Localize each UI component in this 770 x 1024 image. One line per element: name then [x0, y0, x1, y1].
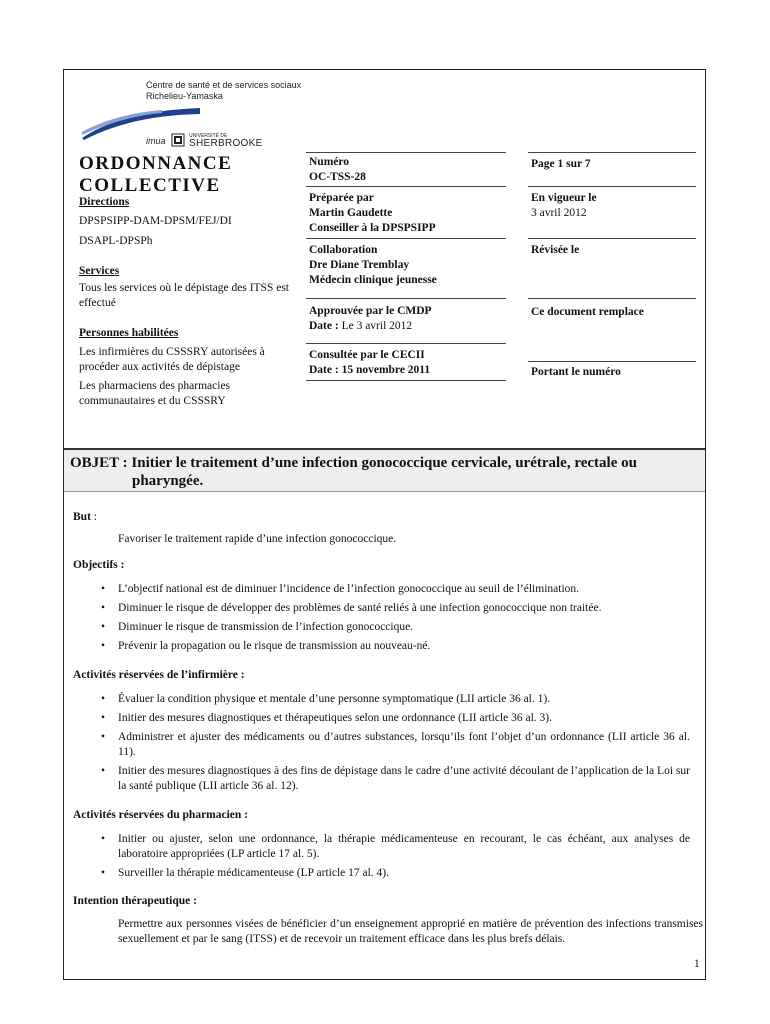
list-item-text: Initier ou ajuster, selon une ordonnance, la thérapie médicamenteuse en recourant, le cas échéant, aux analyses de laboratoire appropriées (LP article 17 al. 5). [118, 833, 690, 860]
institution-line-2: Richelieu-Yamaska [146, 91, 223, 101]
vigueur-label: En vigueur le [531, 192, 597, 204]
list-item [98, 730, 690, 760]
divider [306, 152, 506, 153]
university-name: SHERBROOKE [189, 138, 263, 149]
bullet: • [101, 640, 106, 652]
list-item [98, 620, 690, 635]
institution-line-1: Centre de santé et de services sociaux [146, 80, 302, 90]
approuvee-label: Approuvée par le CMDP [309, 305, 432, 317]
but-text: Favoriser le traitement rapide d’une infection gonococcique. [118, 533, 397, 545]
objet-line-1: OBJET : Initier le traitement d’une infection gonococcique cervicale, urétrale, rectale ou [70, 455, 637, 471]
remplace-label: Ce document remplace [531, 306, 644, 318]
preparee-name: Martin Gaudette [309, 207, 393, 219]
divider [306, 238, 506, 239]
infirmiere-heading: Activités réservées de l’infirmière : [73, 669, 245, 681]
preparee-role: Conseiller à la DPSPSIPP [309, 222, 436, 234]
bullet: • [101, 621, 106, 633]
list-item-text: L’objectif national est de diminuer l’incidence de l’infection gonococcique au seuil de l’élimination. [118, 583, 580, 595]
institution-name [146, 80, 301, 102]
consultee-label: Consultée par le CECII [309, 349, 425, 361]
divider [306, 343, 506, 344]
objet-banner [64, 448, 705, 492]
approuvee-date [309, 319, 412, 334]
list-item [98, 639, 690, 654]
preparee-label: Préparée par [309, 192, 374, 204]
list-item [98, 692, 690, 707]
personnes-text-1: Les infirmières du CSSSRY autorisées à procéder aux activités de dépistage [79, 346, 265, 373]
intention-text: Permettre aux personnes visées de bénéficier d’un enseignement approprié en matière de prévention des infections transmises sexuellement et par le sang (ITSS) et de recevoir un traitement efficace dans les plus brefs délais. [118, 918, 703, 945]
bullet: • [101, 712, 106, 724]
bullet: • [101, 693, 106, 705]
list-item [98, 601, 690, 616]
university-label: UNIVERSITÉ DE [189, 133, 228, 139]
objectifs-heading: Objectifs : [73, 559, 125, 571]
list-item-text: Diminuer le risque de développer des problèmes de santé reliés à une infection gonococcique non traitée. [118, 602, 602, 614]
services-label: Services [79, 265, 120, 277]
but-label: But [73, 511, 91, 523]
list-item-text: Prévenir la propagation ou le risque de transmission au nouveau-né. [118, 640, 431, 652]
collaboration-role: Médecin clinique jeunesse [309, 274, 437, 286]
page-number: 1 [694, 958, 700, 970]
portant-label: Portant le numéro [531, 366, 621, 378]
divider [528, 361, 696, 362]
approuvee-date-label: Date : [309, 320, 339, 332]
list-item-text: Initier des mesures diagnostiques et thérapeutiques selon une ordonnance (LII article 36 al. 3). [118, 712, 552, 724]
divider [528, 152, 696, 153]
list-item-text: Initier des mesures diagnostiques à des fins de dépistage dans le cadre d’une activité découlant de l’application de la Loi sur la santé publique (LII article 36 al. 12). [118, 765, 690, 792]
list-item-text: Évaluer la condition physique et mentale d’une personne symptomatique (LII article 36 al. 1). [118, 693, 551, 705]
but-heading [73, 510, 97, 525]
directions-value-1: DPSPSIPP-DAM-DPSM/FEJ/DI [79, 215, 232, 227]
list-item [98, 832, 690, 862]
bullet: • [101, 731, 106, 743]
list-item-text: Surveiller la thérapie médicamenteuse (LP article 17 al. 4). [118, 867, 389, 879]
title-line-2: COLLECTIVE [79, 175, 221, 196]
directions-label: Directions [79, 196, 130, 208]
list-item [98, 764, 690, 794]
list-item [98, 582, 690, 597]
pharmacien-heading: Activités réservées du pharmacien : [73, 809, 249, 821]
list-item-text: Administrer et ajuster des médicaments ou d’autres substances, lorsqu’ils font l’objet d’un ordonnance (LII article 36 al. 11). [118, 731, 690, 758]
list-item-text: Diminuer le risque de transmission de l’infection gonococcique. [118, 621, 414, 633]
personnes-label: Personnes habilitées [79, 327, 179, 339]
services-text: Tous les services où le dépistage des ITSS est effectué [79, 282, 289, 309]
bullet: • [101, 602, 106, 614]
objectifs-list [98, 582, 690, 654]
divider [306, 298, 506, 299]
infirmiere-list [98, 692, 690, 794]
personnes-text-2: Les pharmaciens des pharmacies communautaires et du CSSSRY [79, 380, 231, 407]
bullet: • [101, 583, 106, 595]
document-title [79, 153, 232, 197]
consultee-date: Date : 15 novembre 2011 [309, 364, 431, 376]
intention-heading: Intention thérapeutique : [73, 895, 197, 907]
divider [528, 298, 696, 299]
divider [528, 186, 696, 187]
divider [306, 186, 506, 187]
list-item [98, 711, 690, 726]
university-crest-icon [171, 133, 185, 147]
divider [528, 238, 696, 239]
title-line-1: ORDONNANCE [79, 153, 233, 174]
pharmacien-list [98, 832, 690, 881]
approuvee-date-value: Le 3 avril 2012 [338, 320, 413, 332]
collaboration-name: Dre Diane Tremblay [309, 259, 410, 271]
divider [306, 380, 506, 381]
bullet: • [101, 765, 106, 777]
vigueur-date: 3 avril 2012 [531, 207, 587, 219]
numero-value: OC-TSS-28 [309, 171, 366, 183]
but-colon: : [90, 511, 97, 523]
page-count: Page 1 sur 7 [531, 158, 591, 170]
bullet: • [101, 867, 106, 879]
objet-line-2: pharyngée. [132, 473, 204, 489]
imua-text: imua [146, 136, 166, 146]
bullet: • [101, 833, 106, 845]
list-item [98, 866, 690, 881]
revisee-label: Révisée le [531, 244, 580, 256]
directions-value-2: DSAPL-DPSPh [79, 235, 153, 247]
numero-label: Numéro [309, 156, 350, 168]
collaboration-label: Collaboration [309, 244, 378, 256]
